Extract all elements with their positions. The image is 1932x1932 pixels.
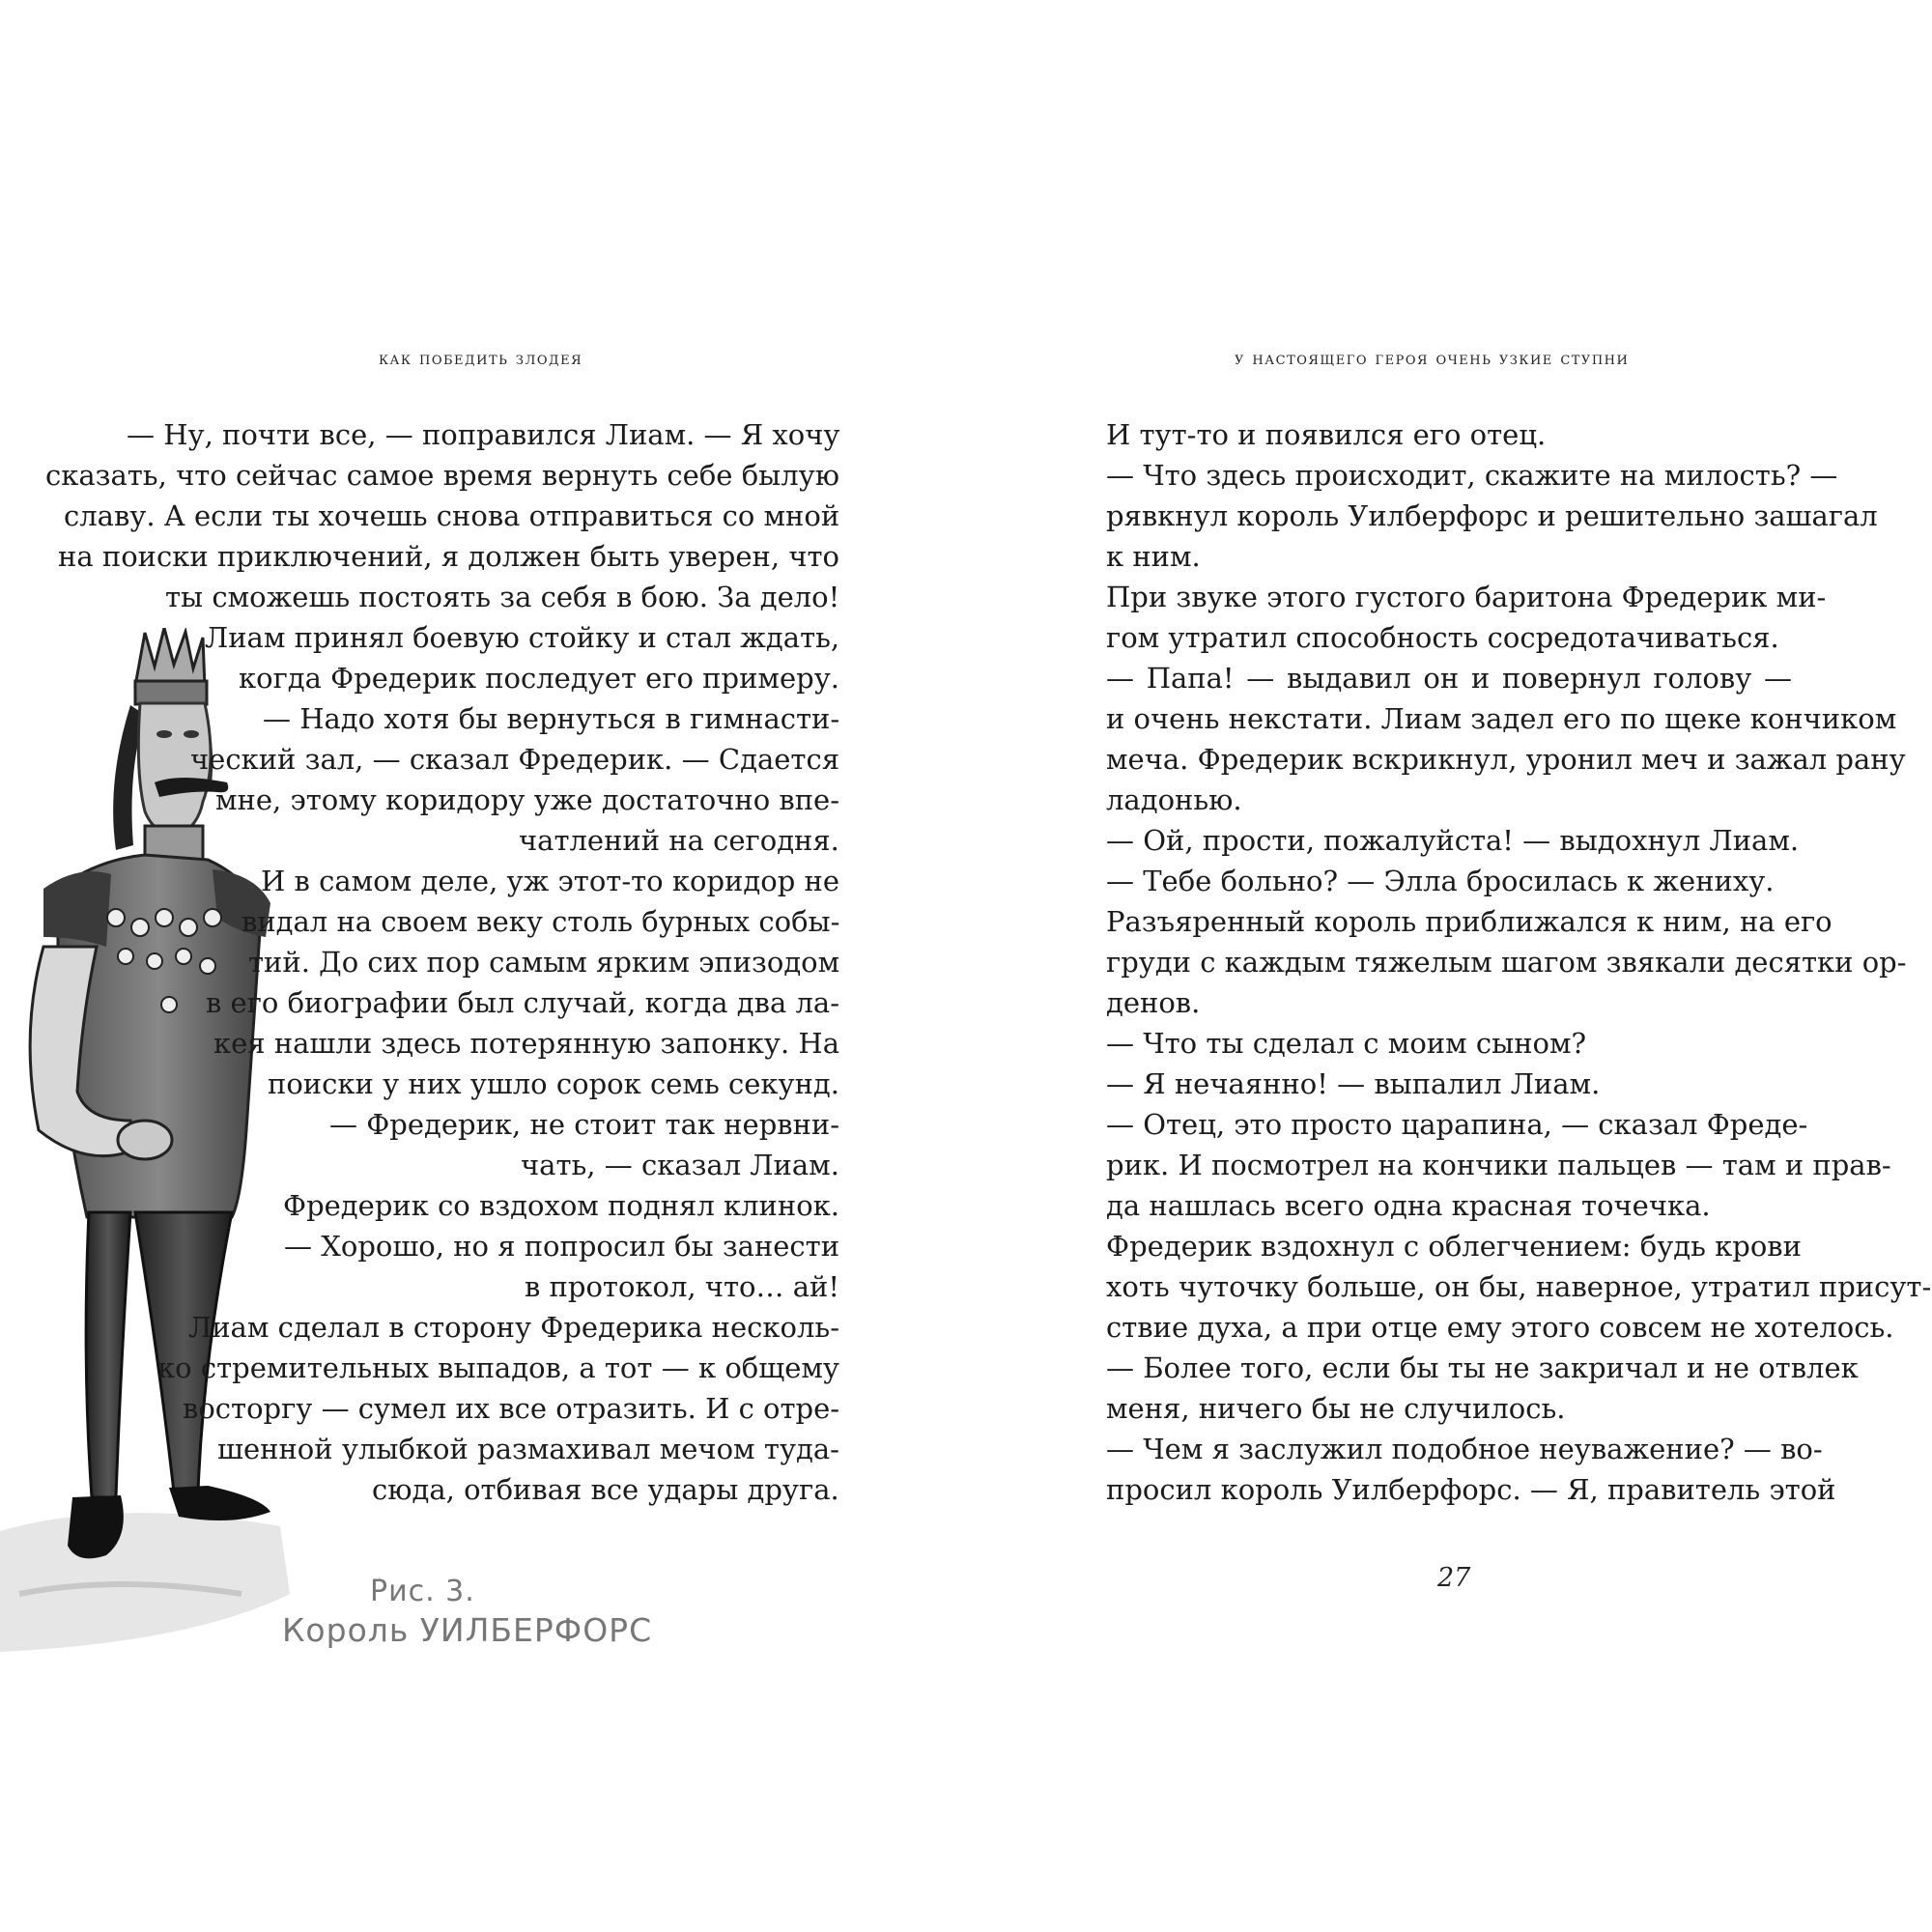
text-line: — Более того, если бы ты не закричал и не отвлек <box>1106 1351 1859 1384</box>
text-line: чатлений на сегодня. <box>519 824 839 857</box>
text-line: — Фредерик, не стоит так нервни- <box>329 1108 840 1141</box>
text-line: ко стремительных выпадов, а тот — к общему <box>157 1351 839 1384</box>
text-line: — Чем я заслужил подобное неуважение? — во- <box>1106 1433 1823 1465</box>
text-line: — Папа! — выдавил он и повернул голову — <box>1106 662 1792 695</box>
page-number: 27 <box>1437 1563 1471 1593</box>
text-line: ты сможешь постоять за себя в бою. За дело! <box>165 581 840 613</box>
text-line: кея нашли здесь потерянную запонку. На <box>213 1027 839 1060</box>
figure-caption-title: Король УИЛБЕРФОРС <box>282 1611 653 1649</box>
text-line: тий. До сих пор самым ярким эпизодом <box>248 946 840 979</box>
text-line: Разъяренный король приближался к ним, на его <box>1106 905 1833 938</box>
text-line: И в самом деле, уж этот-то коридор не <box>261 865 839 897</box>
text-line: Фредерик со вздохом поднял клинок. <box>283 1189 839 1222</box>
text-line: гом утратил способность сосредотачиваться. <box>1106 621 1779 654</box>
text-line: — Ой, прости, пожалуйста! — выдохнул Лиам. <box>1106 824 1800 857</box>
text-line: чать, — сказал Лиам. <box>521 1149 839 1181</box>
text-line: Лиам принял боевую стойку и стал ждать, <box>205 621 840 654</box>
text-line: груди с каждым тяжелым шагом звякали десятки ор- <box>1106 946 1907 979</box>
text-line: — Что ты сделал с моим сыном? <box>1106 1027 1587 1060</box>
text-line: сюда, отбивая все удары друга. <box>372 1473 839 1506</box>
text-line: При звуке этого густого баритона Фредерик ми- <box>1106 581 1827 613</box>
text-line: рявкнул король Уилберфорс и решительно зашагал <box>1106 499 1878 532</box>
text-line: — Тебе больно? — Элла бросилась к жениху. <box>1106 865 1775 897</box>
text-line: денов. <box>1106 986 1201 1019</box>
running-head-left: как победить злодея <box>379 348 583 369</box>
text-line: и очень некстати. Лиам задел его по щеке кончиком <box>1106 702 1897 735</box>
text-line: просил король Уилберфорс. — Я, правитель этой <box>1106 1473 1836 1506</box>
text-line: видал на своем веку столь бурных собы- <box>242 905 840 938</box>
running-head-right: у настоящего героя очень узкие ступни <box>1235 348 1630 369</box>
text-line: восторгу — сумел их все отразить. И с отре- <box>183 1392 840 1425</box>
text-line: в протокол, что… ай! <box>525 1270 840 1303</box>
text-line: славу. А если ты хочешь снова отправиться со мной <box>64 499 840 532</box>
text-line: — Ну, почти все, — поправился Лиам. — Я хочу <box>127 418 840 451</box>
text-line: меча. Фредерик вскрикнул, уронил меч и зажал рану <box>1106 743 1906 776</box>
text-line: меня, ничего бы не случилось. <box>1106 1392 1566 1425</box>
text-line: на поиски приключений, я должен быть уверен, что <box>58 540 839 573</box>
text-line: ческий зал, — сказал Фредерик. — Сдается <box>190 743 839 776</box>
text-line: рик. И посмотрел на кончики пальцев — там и прав- <box>1106 1149 1891 1181</box>
text-line: — Я нечаянно! — выпалил Лиам. <box>1106 1067 1601 1100</box>
text-line: шенной улыбкой размахивал мечом туда- <box>217 1433 839 1465</box>
text-line: — Хорошо, но я попросил бы занести <box>284 1230 840 1263</box>
text-line: к ним. <box>1106 540 1201 573</box>
text-line: — Что здесь происходит, скажите на милость? — <box>1106 459 1838 492</box>
text-line: поиски у них ушло сорок семь секунд. <box>268 1067 839 1100</box>
text-line: — Отец, это просто царапина, — сказал Фреде- <box>1106 1108 1808 1141</box>
text-line: ладонью. <box>1106 783 1242 816</box>
text-line: да нашлась всего одна красная точечка. <box>1106 1189 1711 1222</box>
text-line: в его биографии был случай, когда два ла- <box>206 986 839 1019</box>
text-line: И тут-то и появился его отец. <box>1106 418 1547 451</box>
text-line: Фредерик вздохнул с облегчением: будь крови <box>1106 1230 1802 1263</box>
text-line: — Надо хотя бы вернуться в гимнасти- <box>263 702 840 735</box>
text-line: мне, этому коридору уже достаточно впе- <box>215 783 840 816</box>
text-line: Лиам сделал в сторону Фредерика несколь- <box>188 1311 839 1344</box>
text-line: ствие духа, а при отце ему этого совсем не хотелось. <box>1106 1311 1894 1344</box>
text-line: когда Фредерик последует его примеру. <box>239 662 839 695</box>
figure-caption-number: Рис. 3. <box>370 1575 475 1608</box>
text-line: хоть чуточку больше, он бы, наверное, утратил присут- <box>1106 1270 1932 1303</box>
text-line: сказать, что сейчас самое время вернуть себе былую <box>45 459 839 492</box>
